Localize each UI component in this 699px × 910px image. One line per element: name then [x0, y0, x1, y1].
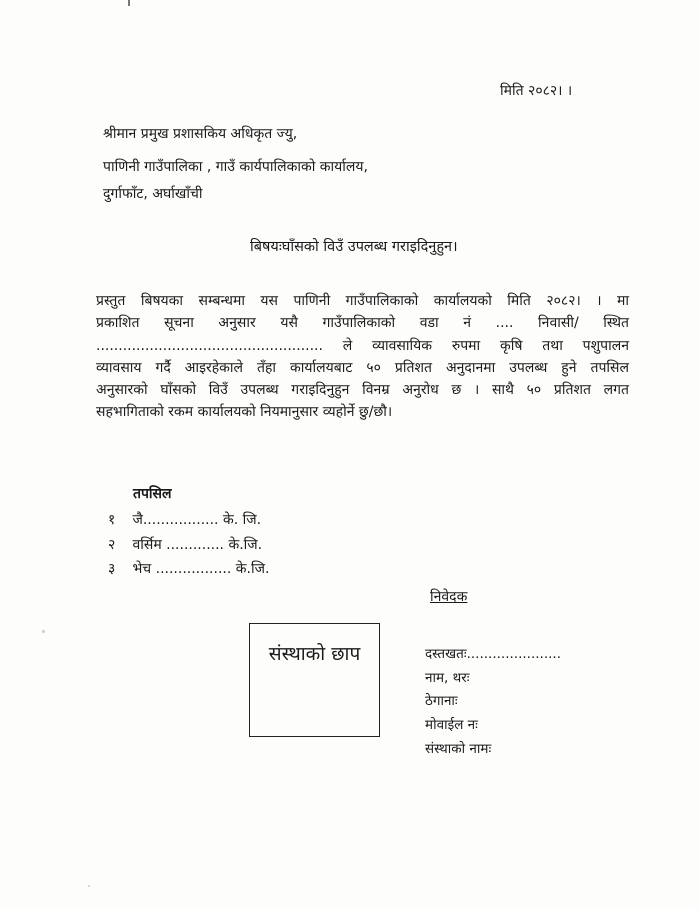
- org-name-field: संस्थाको नामः: [425, 741, 492, 757]
- item-number: १: [108, 512, 116, 528]
- stamp-box: [249, 623, 380, 737]
- tapsil-heading: तपसिल: [133, 486, 172, 502]
- date-line: मिति २०८२। ।: [500, 83, 573, 99]
- body-paragraph: [96, 290, 629, 424]
- recipient-location: दुर्गाफाँट, अर्घाखाँची: [103, 186, 203, 202]
- body-line: ................................................... ले व्यावसायिक रुपमा कृषि तथा पशुपालन: [96, 337, 629, 354]
- name-field: नाम, थरः: [425, 670, 470, 686]
- scan-speck: [42, 630, 45, 633]
- item-number: ३: [108, 561, 116, 577]
- mobile-field: मोवाईल नः: [425, 717, 478, 733]
- body-line: प्रकाशित सूचना अनुसार यसै गाउँपालिकाको वडा नं .... निवासी/ स्थित: [96, 315, 629, 332]
- address-field: ठेगानाः: [425, 693, 458, 709]
- tapsil-item: [108, 560, 269, 578]
- signature-field: दस्तखतः......................: [425, 646, 561, 662]
- body-line: व्यावसाय गर्दै आइरहेकाले तँहा कार्यालयबाट ५० प्रतिशत अनुदानमा उपलब्ध हुने तपसिल: [96, 359, 629, 376]
- tapsil-item: [108, 536, 262, 554]
- stamp-label: संस्थाको छाप: [268, 643, 361, 665]
- item-text: वर्सिम ............. के.जि.: [132, 537, 263, 553]
- scan-speck: [88, 885, 90, 887]
- recipient-office: पाणिनी गाउँपालिका , गाउँ कार्यपालिकाको कार्यालय,: [103, 159, 368, 175]
- tapsil-item: [108, 511, 261, 529]
- body-line: सहभागिताको रकम कार्यालयको नियमानुसार व्यहोर्ने छु/छौ।: [96, 404, 393, 421]
- recipient-title: श्रीमान प्रमुख प्रशासकिय अधिकृत ज्यु,: [103, 126, 298, 142]
- item-number: २: [108, 537, 116, 553]
- subject-line: बिषयःघाँसको विउँ उपलब्ध गराइदिनुहुन।: [250, 239, 458, 255]
- body-line: प्रस्तुत बिषयका सम्बन्धमा यस पाणिनी गाउँपालिकाको कार्यालयको मिति २०८२। । मा: [96, 293, 629, 309]
- item-text: भेच ................. के.जि.: [132, 561, 270, 577]
- item-text: जै................. के. जि.: [132, 512, 262, 528]
- applicant-heading: निवेदक: [430, 589, 468, 605]
- scan-mark: [128, 0, 130, 6]
- body-line: अनुसारको घाँसको विउँ उपलब्ध गराइदिनुहुन विनम्र अनुरोध छ । साथै ५० प्रतिशत लगत: [96, 382, 629, 399]
